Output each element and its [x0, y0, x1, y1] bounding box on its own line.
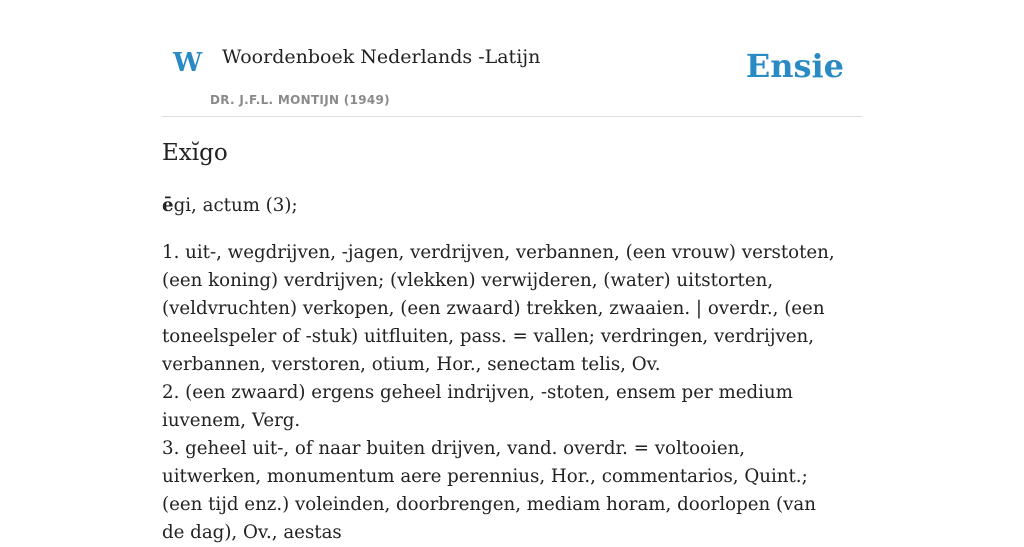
- sense-3: 3. geheel uit-, of naar buiten drijven, vand. overdr. = voltooien, uitwerken, monumentum aere perennius, Hor., commentarios, Quint.; (een tijd enz.) voleinden, doorbrengen, mediam horam, doorlopen (van de dag), Ov., aestas: [162, 438, 816, 543]
- dictionary-header: [162, 36, 862, 117]
- entry-forms: [162, 192, 842, 220]
- entry-headword: Exĭgo: [162, 140, 228, 166]
- ensie-logo[interactable]: Ensie: [745, 47, 844, 85]
- entry-forms-rest: gi, actum (3);: [173, 195, 298, 216]
- entry-body: [162, 192, 842, 547]
- entry-forms-first: ē: [162, 195, 174, 216]
- dictionary-title[interactable]: Woordenboek Nederlands -Latijn: [222, 46, 541, 68]
- dictionary-logo[interactable]: W: [173, 48, 203, 78]
- sense-2: 2. (een zwaard) ergens geheel indrijven, -stoten, ensem per medium iuvenem, Verg.: [162, 382, 793, 431]
- sense-1: 1. uit-, wegdrijven, -jagen, verdrijven, verbannen, (een vrouw) verstoten, (een koning) verdrijven; (vlekken) verwijderen, (water) uitstorten, (veldvruchten) verkopen, (een zwaard) trekken, zwaaien. | overdr., (een toneelspeler of -stuk) uitfluiten, pass. = vallen; verdringen, verdrijven, verbannen, verstoren, otium, Hor., senectam telis, Ov.: [162, 242, 835, 375]
- dictionary-author: DR. J.F.L. MONTIJN (1949): [210, 93, 390, 107]
